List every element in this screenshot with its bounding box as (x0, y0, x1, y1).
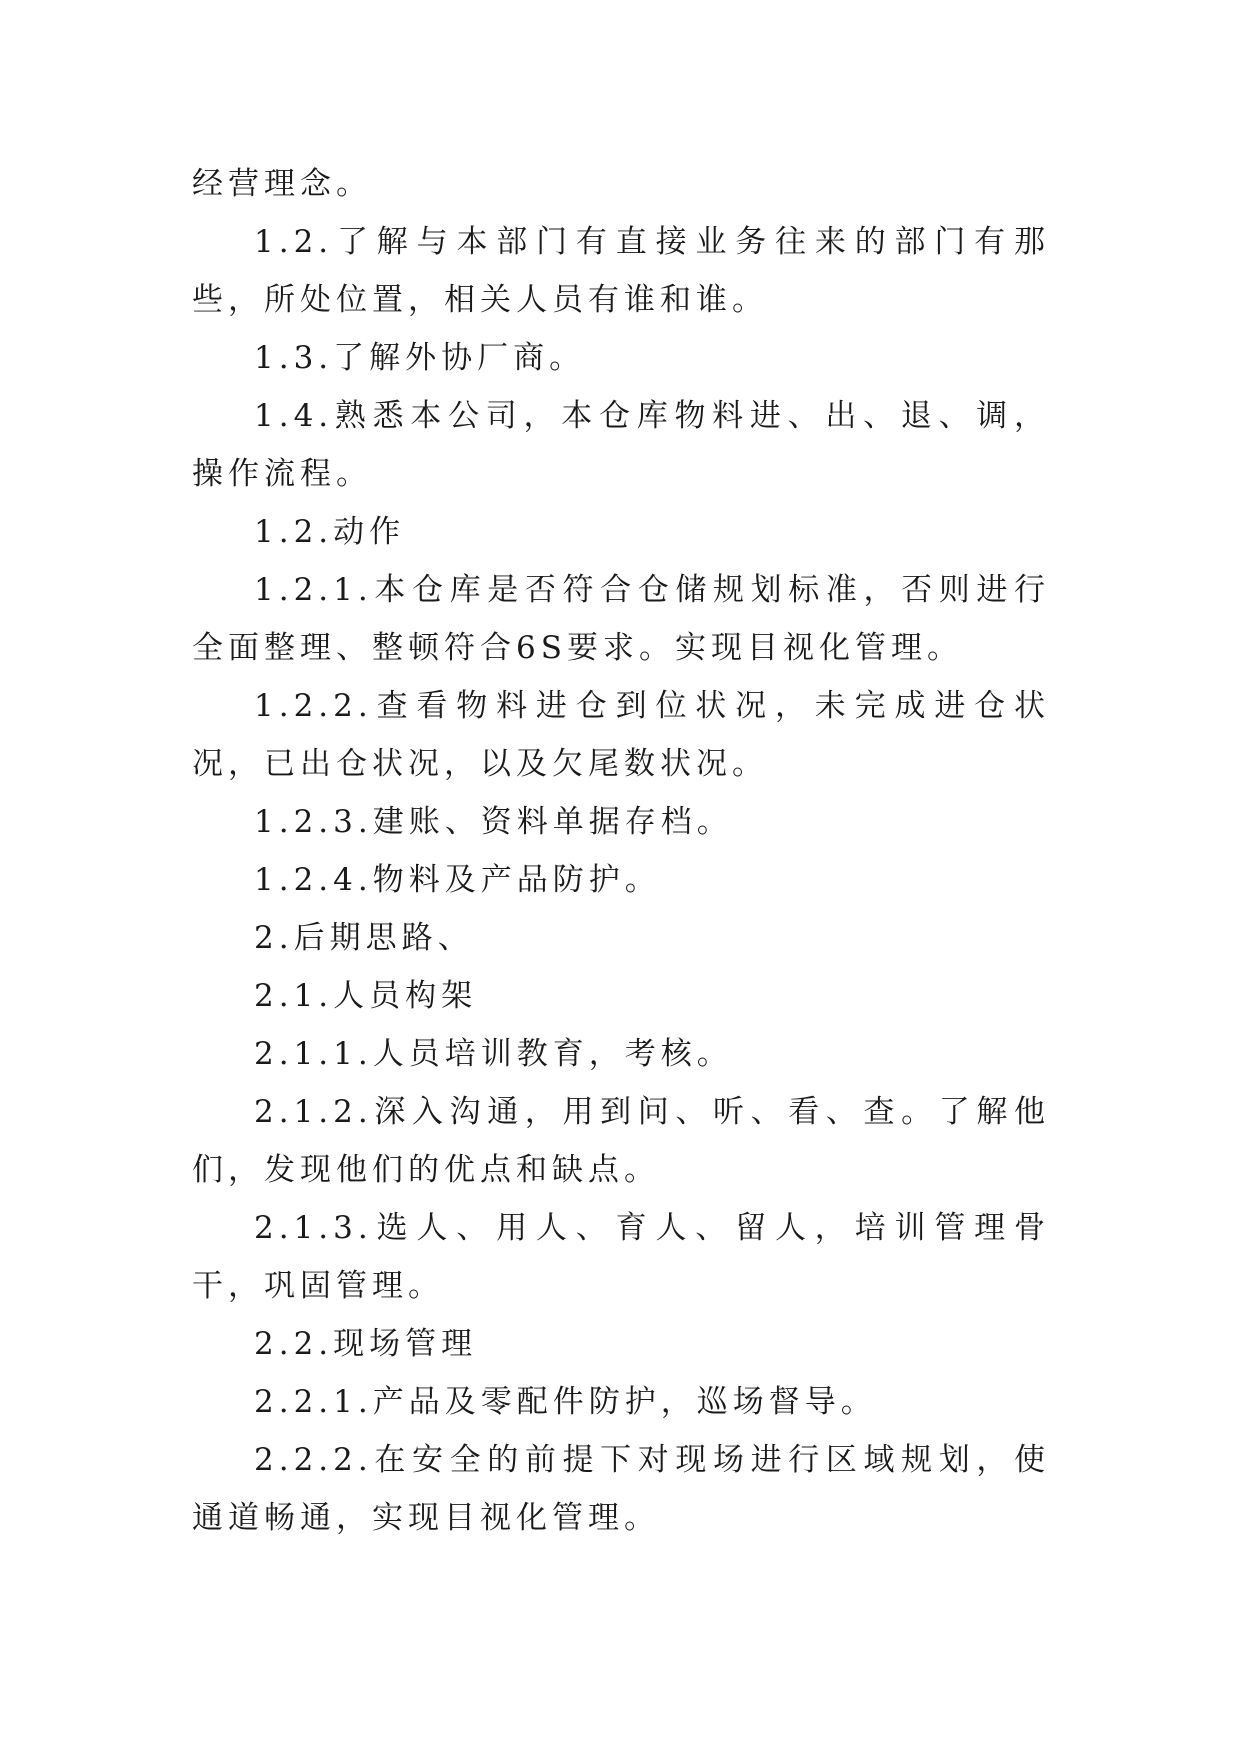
paragraph-11: 2.1.人员构架 (254, 978, 478, 1014)
paragraph-10: 2.后期思路、 (254, 920, 474, 956)
paragraph-7: 1.2.2.查看物料进仓到位状况，未完成进仓状况，已出仓状况，以及欠尾数状况。 (192, 688, 1050, 782)
paragraph-16: 2.2.1.产品及零配件防护，巡场督导。 (254, 1384, 877, 1420)
paragraph-14: 2.1.3.选人、用人、育人、留人，培训管理骨干，巩固管理。 (192, 1210, 1050, 1304)
paragraph-9: 1.2.4.物料及产品防护。 (254, 862, 661, 898)
paragraph-2: 1.2.了解与本部门有直接业务往来的部门有那些，所处位置，相关人员有谁和谁。 (192, 224, 1050, 318)
document-body (192, 155, 1050, 1547)
paragraph-8: 1.2.3.建账、资料单据存档。 (254, 804, 733, 840)
paragraph-3: 1.3.了解外协厂商。 (254, 340, 586, 376)
paragraph-4: 1.4.熟悉本公司，本仓库物料进、出、退、调，操作流程。 (192, 398, 1050, 492)
paragraph-17: 2.2.2.在安全的前提下对现场进行区域规划，使通道畅通，实现目视化管理。 (192, 1442, 1050, 1536)
paragraph-12: 2.1.1.人员培训教育，考核。 (254, 1036, 733, 1072)
paragraph-1: 经营理念。 (192, 166, 372, 202)
paragraph-6: 1.2.1.本仓库是否符合仓储规划标准，否则进行全面整理、整顿符合6S要求。实现目视化管理。 (192, 572, 1050, 666)
paragraph-15: 2.2.现场管理 (254, 1326, 478, 1362)
paragraph-5: 1.2.动作 (254, 514, 406, 550)
paragraph-13: 2.1.2.深入沟通，用到问、听、看、查。了解他们，发现他们的优点和缺点。 (192, 1094, 1050, 1188)
